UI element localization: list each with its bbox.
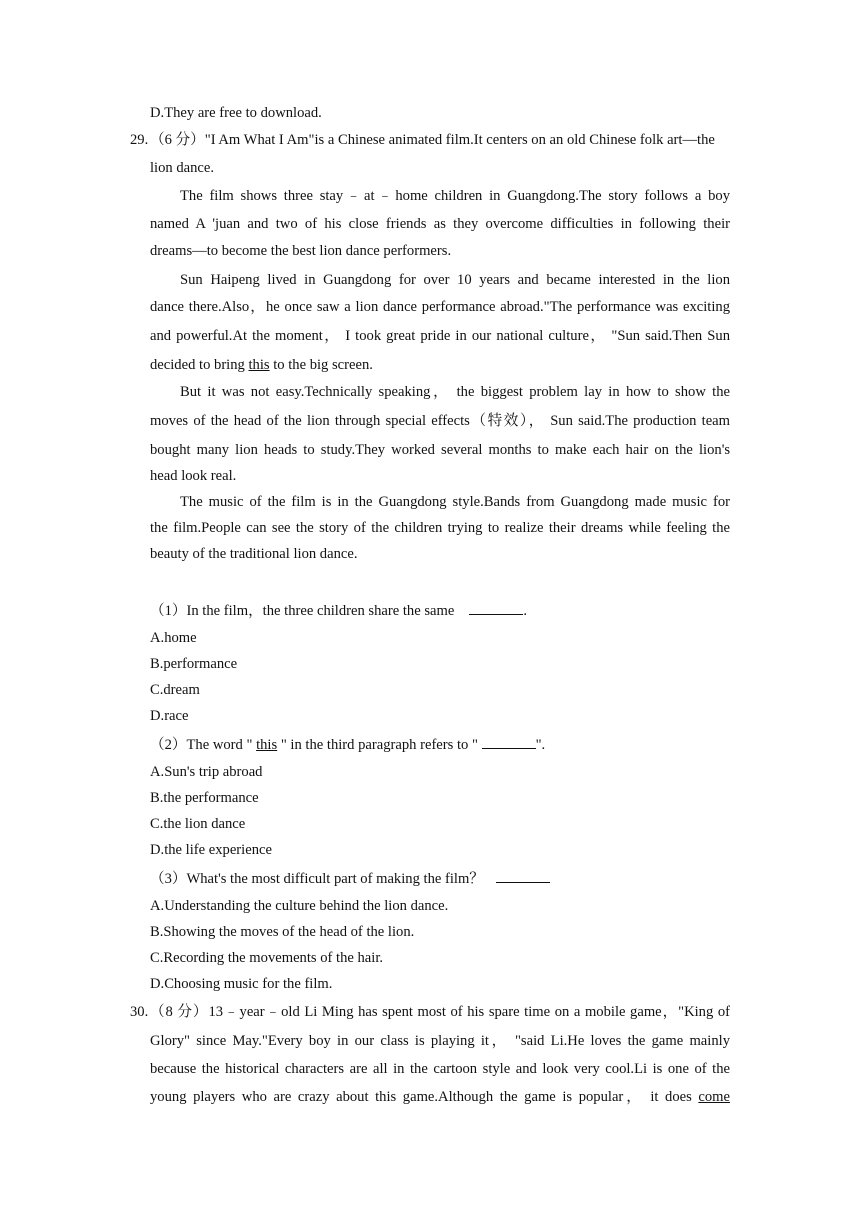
q29-points: （6 分）	[150, 132, 205, 148]
q29-p3-line-1: But it was not easy.Technically speaking， the biggest problem lay in how to show the	[180, 384, 730, 400]
q30-line-4-text: young players who are crazy about this game.Although the game is popular， it does	[150, 1089, 699, 1105]
q29-intro-line-1	[150, 131, 730, 149]
q29-sub3-option-d: D.Choosing music for the film.	[150, 976, 333, 992]
answer-blank	[469, 601, 523, 615]
q29-p2-text-b: to the big screen.	[269, 357, 373, 373]
q29-sub2-option-a: A.Sun's trip abroad	[150, 764, 263, 780]
q29-sub2-option-c: C.the lion dance	[150, 816, 246, 832]
q30-points: （8 分）	[150, 1004, 209, 1020]
q29-sub2-end: ".	[535, 737, 546, 753]
q29-p2-line-2: dance there.Also，he once saw a lion dance performance abroad."The performance was exciting	[150, 299, 730, 315]
q29-p3-line-2: moves of the head of the lion through special effects（特效）， Sun said.The production team	[150, 413, 730, 429]
q29-sub2-stem	[150, 735, 730, 753]
q29-number: 29.	[130, 132, 149, 148]
q29-sub1-stem-text: （1）In the film，the three children share the same	[150, 603, 455, 619]
answer-blank	[482, 735, 536, 749]
q30-line-2: Glory" since May."Every boy in our class is playing it， "said Li.He loves the game mainly	[150, 1033, 730, 1049]
q29-sub3-stem	[150, 869, 730, 887]
q29-sub2-underlined-this: this	[256, 737, 278, 753]
q29-p1-line-3: dreams—to become the best lion dance performers.	[150, 243, 452, 259]
q29-p4-line-3: beauty of the traditional lion dance.	[150, 546, 358, 562]
q29-sub3-option-b: B.Showing the moves of the head of the lion.	[150, 924, 415, 940]
q30-line-4	[150, 1088, 730, 1106]
q30-line-1-text: 13﹣year﹣old Li Ming has spent most of his spare time on a mobile game，"King of	[208, 1004, 730, 1020]
q29-p1-line-1: The film shows three stay﹣at﹣home children in Guangdong.The story follows a boy	[180, 188, 730, 204]
q29-sub1-stem	[150, 601, 730, 619]
q30-number: 30.	[130, 1004, 149, 1020]
q29-sub3-option-c: C.Recording the movements of the hair.	[150, 950, 384, 966]
answer-blank	[496, 869, 550, 883]
q28-option-d: D.They are free to download.	[150, 105, 322, 121]
q30-line-3: because the historical characters are all in the cartoon style and look very cool.Li is one of the	[150, 1061, 730, 1077]
q29-sub2-stem-a: （2）The word "	[150, 737, 257, 753]
q30-underlined-come: come	[698, 1089, 730, 1105]
q29-intro-line-2: lion dance.	[150, 160, 215, 176]
q29-p2-line-1: Sun Haipeng lived in Guangdong for over 10 years and became interested in the lion	[180, 272, 730, 288]
q29-p4-line-1: The music of the film is in the Guangdong style.Bands from Guangdong made music for	[180, 494, 730, 510]
q29-intro-text: "I Am What I Am"is a Chinese animated film.It centers on an old Chinese folk art—the	[204, 132, 715, 148]
q29-p2-line-3: and powerful.At the moment， I took great pride in our national culture， "Sun said.Then Sun	[150, 328, 730, 344]
q29-sub1-option-d: D.race	[150, 708, 189, 724]
q29-p2-text-a: decided to bring	[150, 357, 249, 373]
q29-sub1-option-a: A.home	[150, 630, 197, 646]
q29-sub1-end: .	[523, 603, 527, 619]
q29-sub2-option-b: B.the performance	[150, 790, 259, 806]
q29-p4-line-2: the film.People can see the story of the children trying to realize their dreams while feeling the	[150, 520, 730, 536]
q30-line-1	[150, 1003, 730, 1021]
q29-p3-line-3: bought many lion heads to study.They worked several months to make each hair on the lion's	[150, 442, 730, 458]
q29-underlined-this: this	[248, 357, 270, 373]
q29-sub3-option-a: A.Understanding the culture behind the lion dance.	[150, 898, 449, 914]
q29-sub1-option-b: B.performance	[150, 656, 238, 672]
q29-p2-line-4	[150, 356, 730, 374]
q29-p1-line-2: named A 'juan and two of his close friends as they overcome difficulties in following their	[150, 216, 730, 232]
q29-p3-line-4: head look real.	[150, 468, 237, 484]
q29-sub2-stem-b: " in the third paragraph refers to "	[277, 737, 482, 753]
q29-sub1-option-c: C.dream	[150, 682, 200, 698]
q29-sub3-stem-text: （3）What's the most difficult part of making the film？	[150, 871, 484, 887]
q29-sub2-option-d: D.the life experience	[150, 842, 272, 858]
